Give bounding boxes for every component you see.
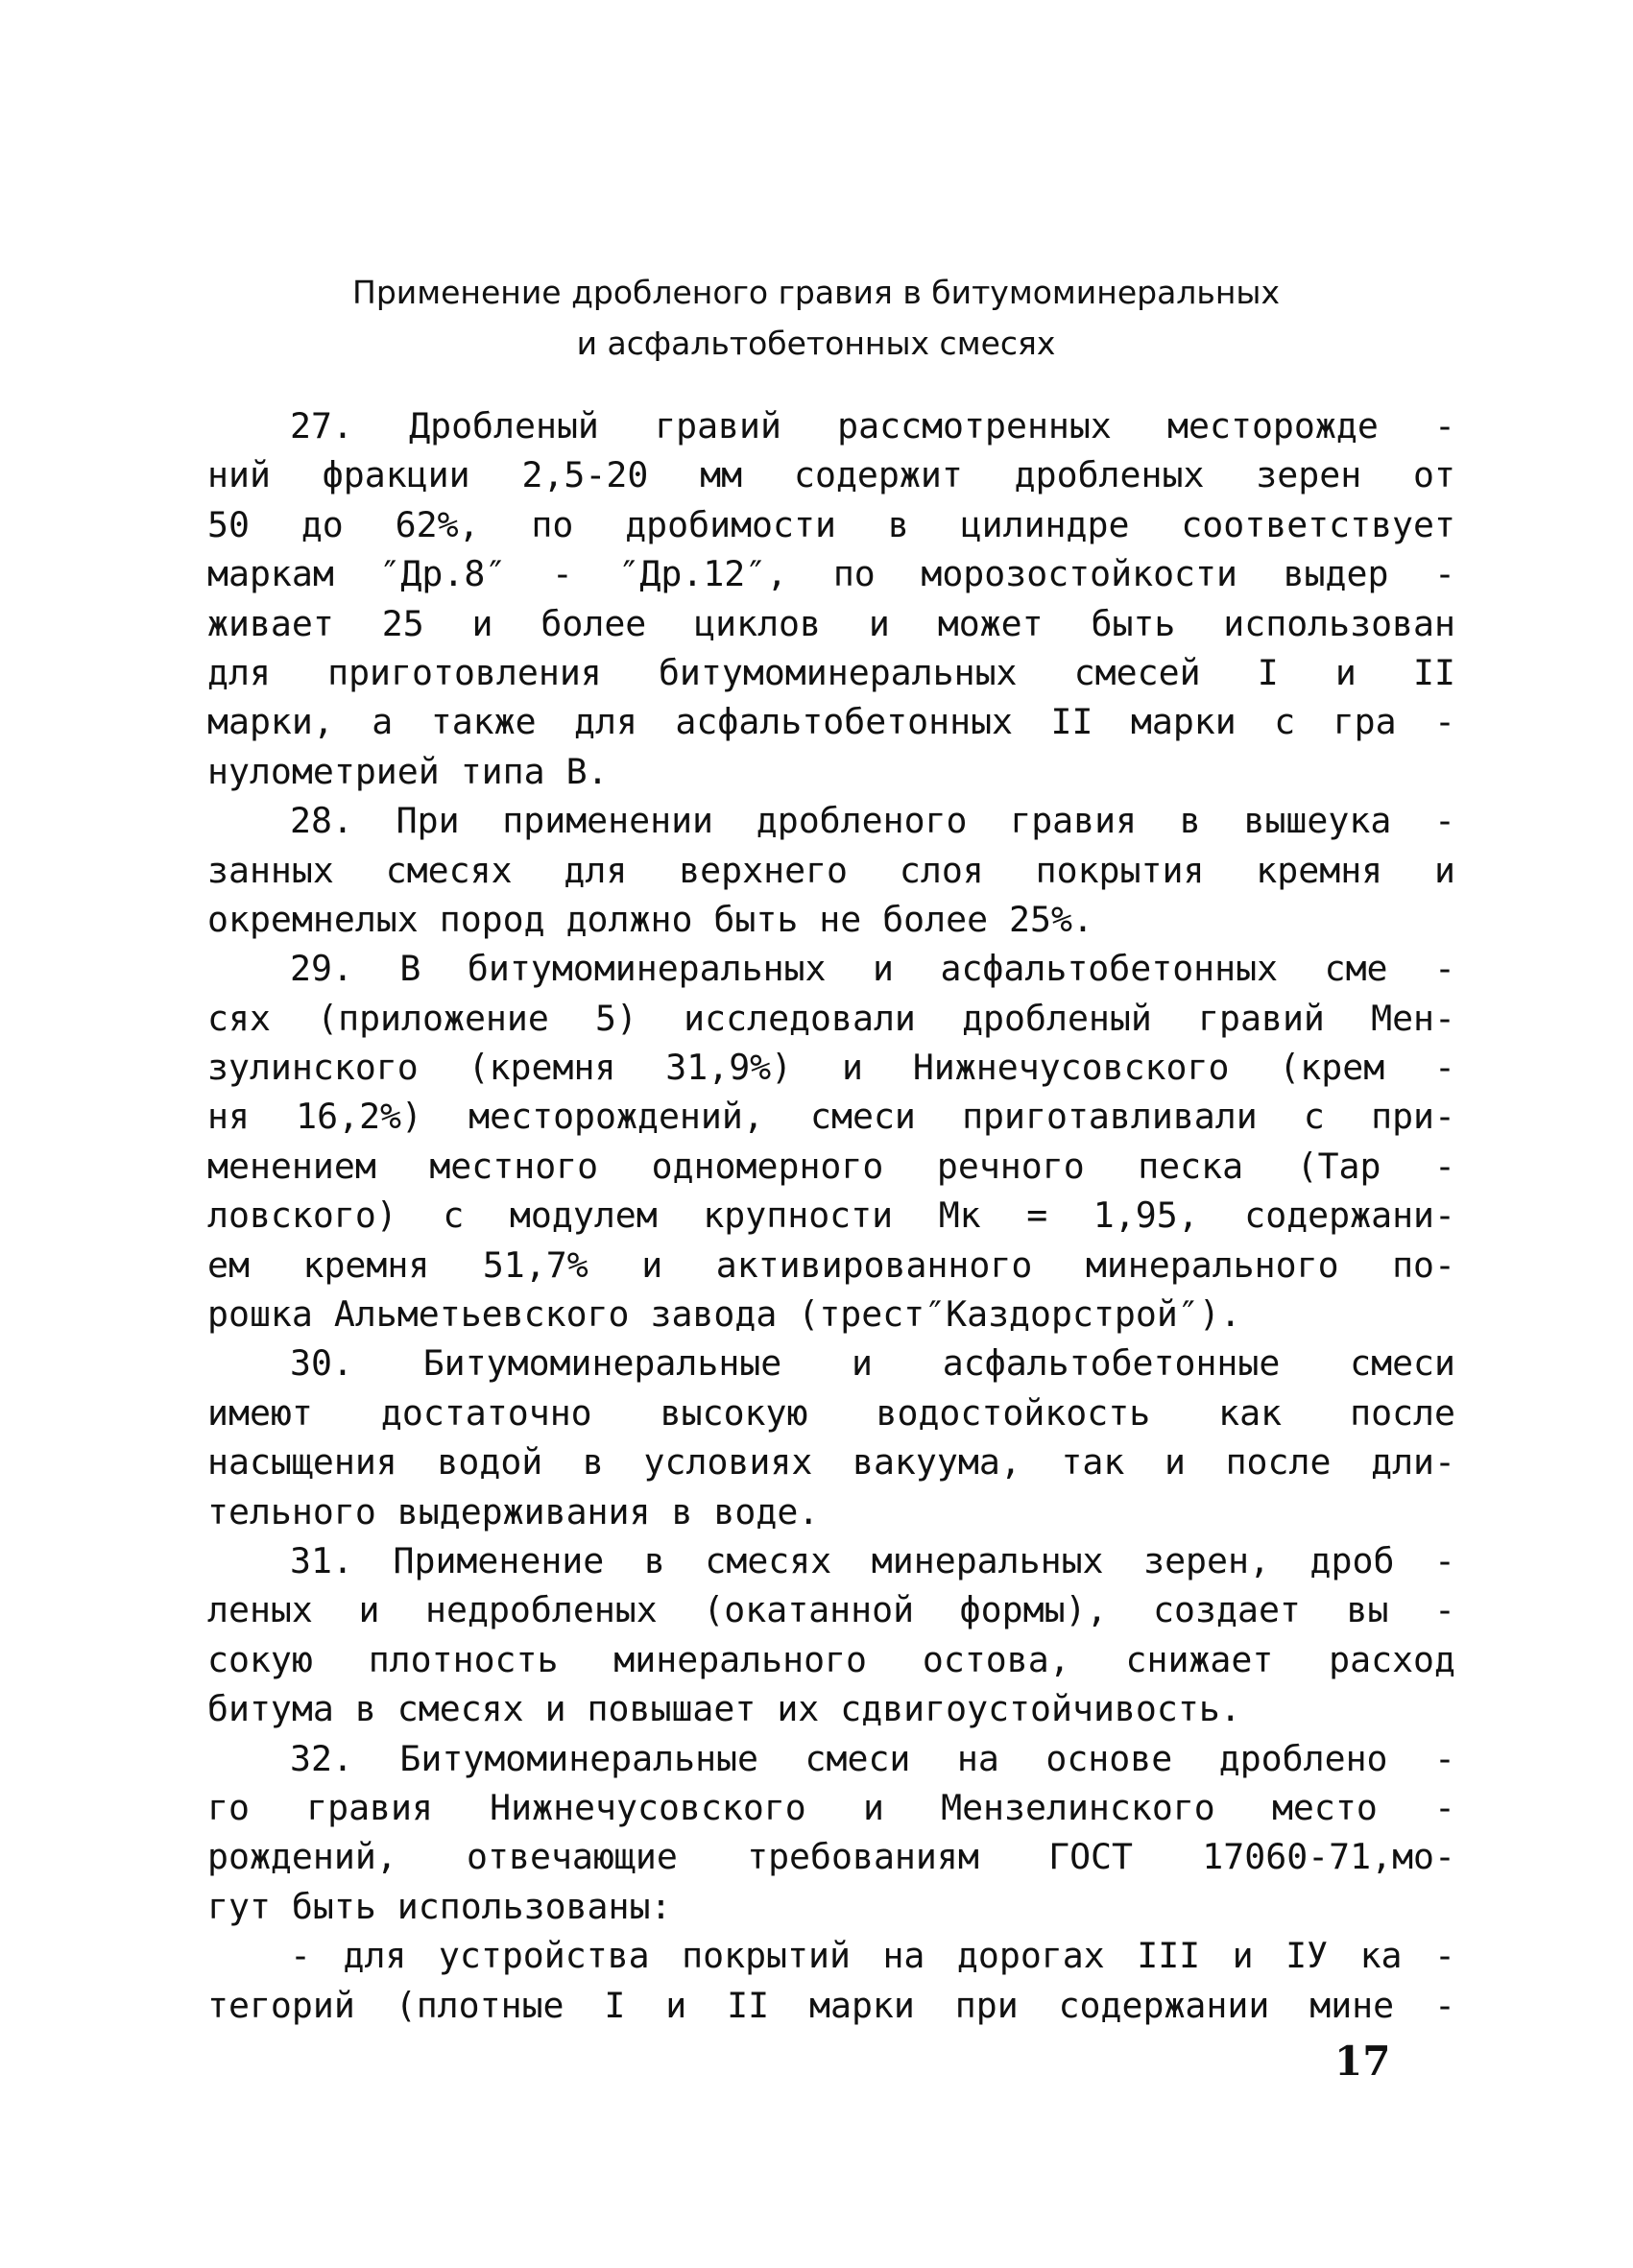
text-line: 28. При применении дробленого гравия в вышеука - bbox=[290, 800, 1455, 842]
text-line: марки, а также для асфальтобетонных II марки с гра - bbox=[207, 701, 1455, 743]
text-line: тельного выдерживания в воде. bbox=[207, 1490, 820, 1532]
paragraph-list-item bbox=[207, 1931, 1455, 2030]
text-line: окремнелых пород должно быть не более 25%. bbox=[207, 898, 1093, 940]
text-line: 50 до 62%, по дробимости в цилиндре соответствует bbox=[207, 503, 1455, 545]
text-line: 30. Битумоминеральные и асфальтобетонные смеси bbox=[290, 1342, 1455, 1385]
paragraph-30 bbox=[207, 1339, 1455, 1536]
document-body bbox=[207, 401, 1455, 2030]
text-line: сокую плотность минерального остова, снижает расход bbox=[207, 1638, 1455, 1680]
paragraph-32 bbox=[207, 1734, 1455, 1932]
page-number: 17 bbox=[1334, 2038, 1391, 2085]
text-line: насыщения водой в условиях вакуума, так и после дли- bbox=[207, 1441, 1455, 1484]
text-line: живает 25 и более циклов и может быть использован bbox=[207, 602, 1455, 644]
paragraph-28 bbox=[207, 796, 1455, 944]
paragraph-29 bbox=[207, 944, 1455, 1339]
text-line: сях (приложение 5) исследовали дробленый гравий Мен- bbox=[207, 997, 1455, 1039]
text-line: - для устройства покрытий на дорогах III и IУ ка - bbox=[290, 1935, 1455, 1977]
text-line: занных смесях для верхнего слоя покрытия кремня и bbox=[207, 849, 1455, 891]
text-line: ловского) с модулем крупности Мк = 1,95, содержани- bbox=[207, 1194, 1455, 1237]
text-line: го гравия Нижнечусовского и Мензелинского место - bbox=[207, 1786, 1455, 1828]
text-line: 32. Битумоминеральные смеси на основе дроблено - bbox=[290, 1737, 1455, 1779]
section-heading bbox=[288, 267, 1344, 369]
text-line: тегорий (плотные I и II марки при содержании мине - bbox=[207, 1984, 1455, 2026]
text-line: имеют достаточно высокую водостойкость как после bbox=[207, 1391, 1455, 1434]
text-line: ня 16,2%) месторождений, смеси приготавливали с при- bbox=[207, 1096, 1455, 1138]
text-line: маркам ″Др.8″ - ″Др.12″, по морозостойкости выдер - bbox=[207, 553, 1455, 595]
text-line: зулинского (кремня 31,9%) и Нижнечусовского (крем - bbox=[207, 1047, 1455, 1089]
text-line: 29. В битумоминеральных и асфальтобетонных сме - bbox=[290, 948, 1455, 990]
text-line: рошка Альметьевского завода (трест″Каздорстрой″). bbox=[207, 1293, 1241, 1336]
text-line: рождений, отвечающие требованиям ГОСТ 17060-71,мо- bbox=[207, 1836, 1455, 1878]
text-line: 27. Дробленый гравий рассмотренных месторожде - bbox=[290, 405, 1455, 446]
text-line: менением местного одномерного речного песка (Тар - bbox=[207, 1145, 1455, 1187]
text-line: битума в смесях и повышает их сдвигоустойчивость. bbox=[207, 1688, 1241, 1730]
text-line: леных и недробленых (окатанной формы), создает вы - bbox=[207, 1589, 1455, 1631]
text-line: для приготовления битумоминеральных смесей I и II bbox=[207, 651, 1455, 693]
text-line: гут быть использованы: bbox=[207, 1885, 672, 1927]
text-line: ний фракции 2,5-20 мм содержит дробленых зерен от bbox=[207, 454, 1455, 496]
heading-line-1: Применение дробленого гравия в битумоминеральных bbox=[352, 274, 1280, 311]
paragraph-27 bbox=[207, 401, 1455, 796]
paragraph-31 bbox=[207, 1536, 1455, 1734]
heading-line-2: и асфальтобетонных смесях bbox=[576, 325, 1056, 362]
text-line: 31. Применение в смесях минеральных зерен, дроб - bbox=[290, 1539, 1455, 1581]
text-line: нулометрией типа В. bbox=[207, 750, 609, 792]
text-line: ем кремня 51,7% и активированного минерального по- bbox=[207, 1243, 1455, 1286]
